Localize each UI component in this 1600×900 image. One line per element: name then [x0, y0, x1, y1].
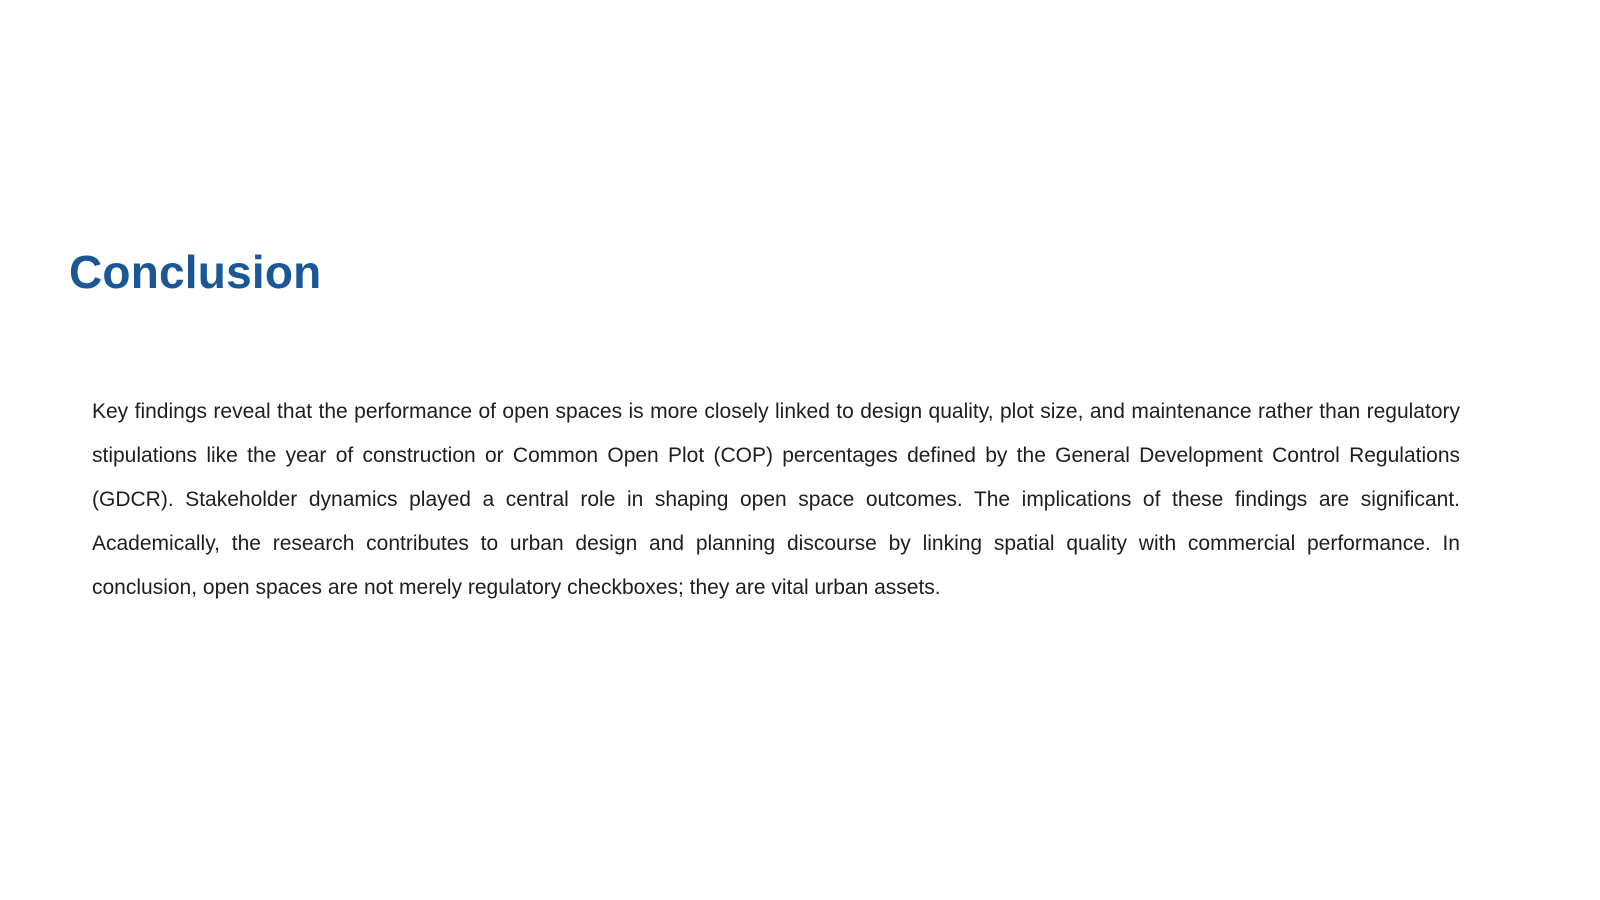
slide-body-paragraph: Key findings reveal that the performance of open spaces is more closely linked to design quality, plot size, and maintenance rather than regulatory stipulations like the year of construction or Common Open Plot (COP) percentages defined by the General Development Control Regulations (GDCR). Stakeholder dynamics played a central role in shaping open space outcomes. The implications of these findings are significant. Academically, the research contributes to urban design and planning discourse by linking spatial quality with commercial performance. In conclusion, open spaces are not merely regulatory checkboxes; they are vital urban assets.: [92, 400, 1460, 599]
slide-title: Conclusion: [69, 246, 322, 298]
